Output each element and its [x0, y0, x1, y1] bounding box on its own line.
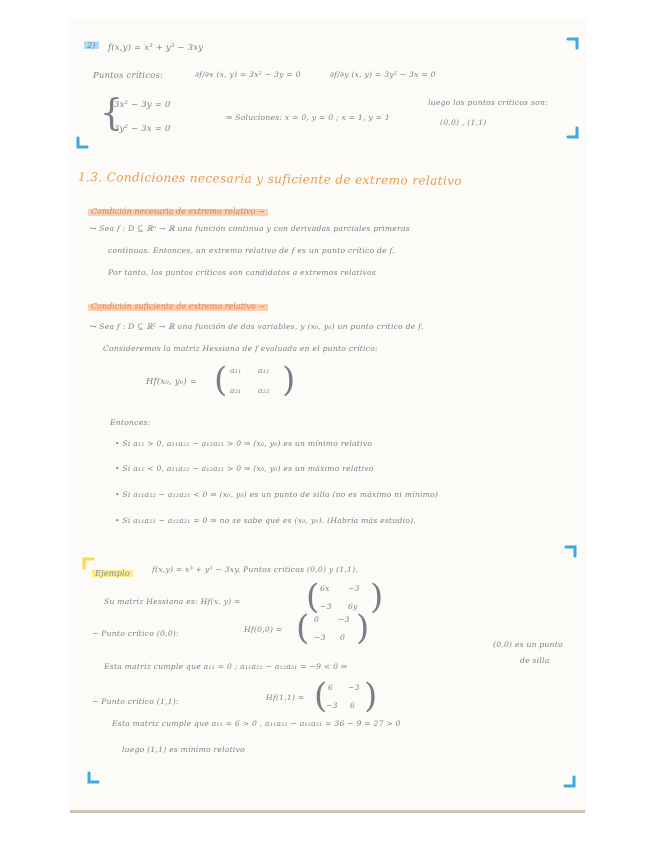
corner-mark-mid-left-1 — [75, 136, 89, 150]
necessary-condition-heading: Condición necesaria de extremo relativo → — [88, 206, 268, 217]
point-1-matrix-22: 0 — [340, 633, 346, 642]
system-equation-1: 3x² − 3y = 0 — [114, 99, 171, 109]
example-label: Ejemplo — [92, 568, 133, 578]
section-title: 1.3. Condiciones necesaria y suficiente de extremo relativo — [77, 169, 463, 189]
system-equation-2: 3y² − 3x = 0 — [114, 123, 171, 133]
point-1-hf: Hf(0,0) = — [244, 625, 283, 634]
example-line-2: Su matriz Hessiana es: Hf(x, y) = — [104, 597, 241, 606]
corner-mark-top-right-2 — [564, 544, 578, 558]
point-2-label: − Punto crítico (1,1): — [92, 697, 179, 706]
hessian-a11: a₁₁ — [230, 366, 242, 375]
necessary-line-3: Por tanto, los puntos críticos son candidatos a extremos relativos — [108, 268, 377, 277]
point-2-hf: Hf(1,1) = — [266, 693, 305, 702]
example-matrix-paren-right: ) — [370, 577, 384, 617]
point-1-matrix-12: −3 — [338, 615, 350, 624]
point-2-matrix-paren-right: ) — [364, 676, 378, 716]
problem-number: 2) — [84, 40, 99, 50]
entonces-label: Entonces: — [110, 418, 151, 427]
point-2-matrix-11: 6 — [328, 683, 334, 692]
case-minimum: • Si a₁₁ > 0, a₁₁a₂₂ − a₁₂a₂₁ > 0 ⇒ (x₀, y₀) es un mínimo relativo — [115, 439, 373, 448]
hessian-a21: a₂₁ — [230, 386, 242, 395]
sufficient-line-2: Consideremos la matriz Hessiana de f evaluada en el punto crítico: — [103, 344, 378, 353]
function-definition: f(x,y) = x³ + y³ − 3xy — [108, 42, 204, 52]
example-matrix-21: −3 — [320, 602, 332, 611]
example-matrix-22: 6y — [348, 602, 358, 611]
point-2-text: Esta matriz cumple que a₁₁ = 6 > 0 , a₁₁a₂₂ − a₁₂a₂₁ = 36 − 9 = 27 > 0 — [112, 719, 401, 728]
point-2-matrix-21: −3 — [326, 701, 338, 710]
point-1-result-a: (0,0) es un punto — [493, 640, 563, 649]
necessary-line-2: continuas. Entonces, un extremo relativo de f es un punto crítico de f. — [108, 246, 395, 255]
point-1-label: − Punto crítico (0,0): — [92, 629, 179, 638]
notebook-page — [70, 20, 585, 812]
example-line-1: f(x,y) = x³ + y³ − 3xy. Puntos críticos (0,0) y (1,1). — [152, 565, 358, 574]
point-1-result-b: de silla — [520, 656, 550, 665]
conclusion-line-2: (0,0) , (1,1) — [440, 118, 487, 127]
example-matrix-12: −3 — [348, 584, 360, 593]
point-2-result: luego (1,1) es mínimo relativo — [122, 745, 245, 754]
solutions: ⇒ Soluciones: x = 0, y = 0 ; x = 1, y = 1 — [226, 113, 390, 122]
point-1-matrix-paren-left: ( — [296, 608, 310, 648]
page-bottom-edge — [70, 810, 585, 813]
point-2-matrix-paren-left: ( — [314, 676, 328, 716]
system-brace: { — [100, 93, 123, 134]
case-maximum: • Si a₁₁ < 0, a₁₁a₂₂ − a₁₂a₂₁ > 0 ⇒ (x₀, y₀) es un máximo relativo — [115, 464, 374, 473]
critical-points-label: Puntos críticos: — [93, 70, 164, 80]
point-1-matrix-21: −3 — [314, 633, 326, 642]
corner-mark-top-right-1 — [566, 36, 580, 50]
corner-mark-bottom-right — [563, 775, 577, 789]
point-1-matrix-11: 0 — [314, 615, 320, 624]
case-saddle: • Si a₁₁a₂₂ − a₁₂a₂₁ < 0 ⇒ (x₀, y₀) es un punto de silla (no es máximo ni mínimo) — [115, 490, 439, 499]
corner-mark-bottom-left — [86, 771, 100, 785]
partial-y: ∂f/∂y (x, y) = 3y² − 3x = 0 — [330, 70, 436, 79]
partial-x: ∂f/∂x (x, y) = 3x² − 3y = 0 — [195, 70, 301, 79]
hessian-lhs: Hf(x₀, y₀) = — [146, 376, 198, 386]
point-1-text: Esta matriz cumple que a₁₁ = 0 ; a₁₁a₂₂ − a₁₂a₂₁ = −9 < 0 ⇒ — [104, 662, 348, 671]
point-1-matrix-paren-right: ) — [356, 608, 370, 648]
sufficient-line-1: ↪ Sea f : D ⊆ ℝ² → ℝ una función de dos variables, y (x₀, y₀) un punto crítico de f. — [90, 322, 424, 331]
case-undetermined: • Si a₁₁a₂₂ − a₁₂a₂₁ = 0 ⇒ no se sabe qué es (x₀, y₀). (Habría más estudio). — [115, 516, 416, 525]
hessian-paren-left: ( — [214, 360, 228, 400]
point-2-matrix-12: −3 — [348, 683, 360, 692]
necessary-line-1: ↪ Sea f : D ⊆ ℝⁿ → ℝ una función continua y con derivadas parciales primeras — [90, 224, 410, 233]
point-2-matrix-22: 6 — [350, 701, 356, 710]
conclusion-line-1: luego los puntos críticos son: — [428, 98, 548, 107]
corner-mark-mid-right-1 — [566, 126, 580, 140]
hessian-a22: a₂₂ — [258, 386, 270, 395]
hessian-paren-right: ) — [282, 360, 296, 400]
example-matrix-11: 6x — [320, 584, 330, 593]
hessian-a12: a₁₂ — [258, 366, 270, 375]
example-matrix-paren-left: ( — [306, 577, 320, 617]
sufficient-condition-heading: Condición suficiente de extremo relativo → — [88, 301, 268, 312]
